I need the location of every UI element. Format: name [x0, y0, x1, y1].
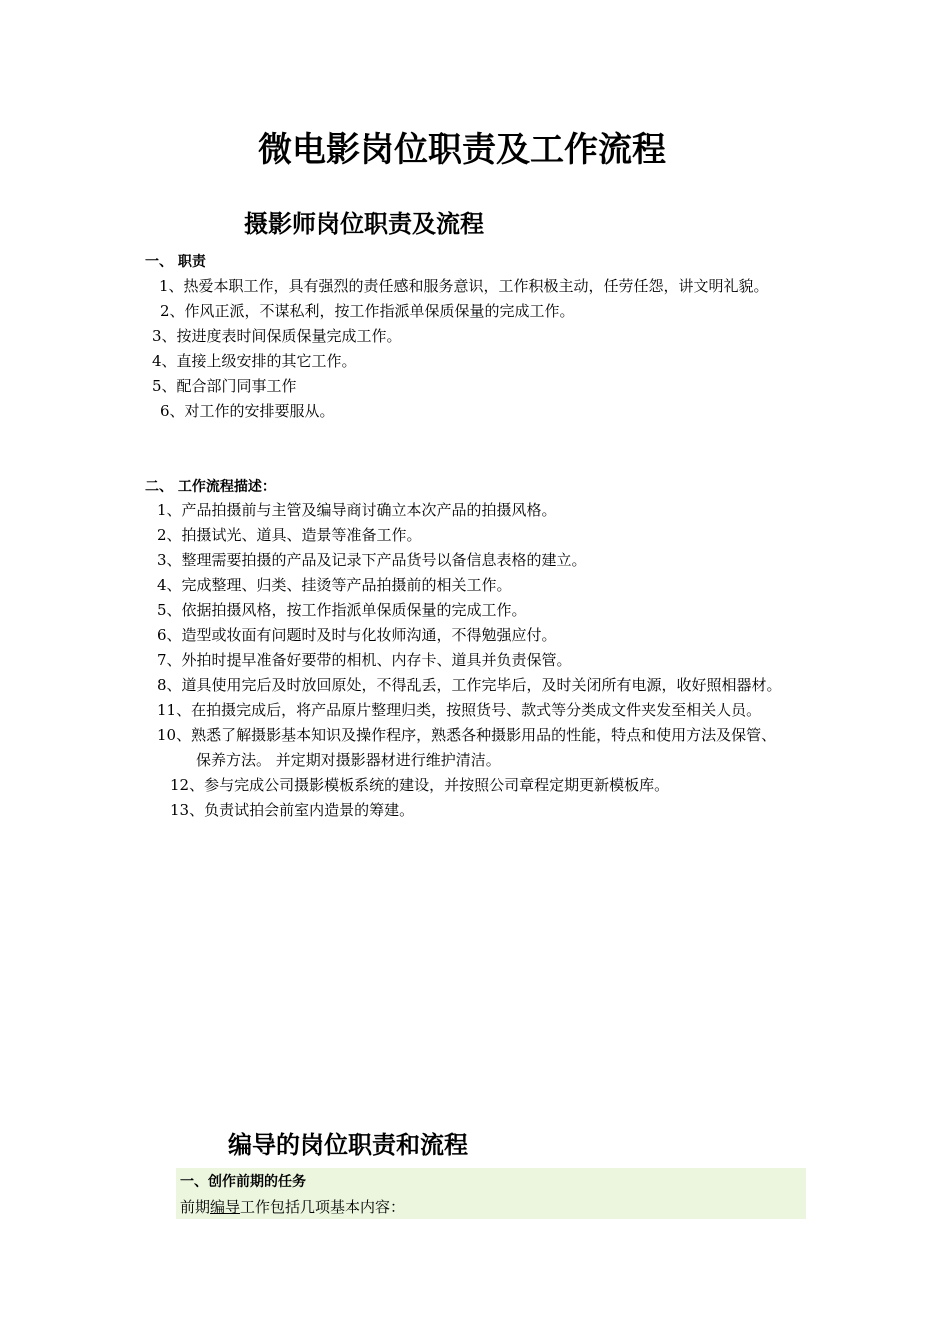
director-section-label: 一、创作前期的任务 — [180, 1174, 306, 1190]
duty-item: 3、按进度表时间保质保量完成工作。 — [152, 327, 402, 345]
document-title: 微电影岗位职责及工作流程 — [258, 130, 666, 170]
duty-item: 6、对工作的安排要服从。 — [160, 402, 335, 420]
workflow-item: 3、整理需要拍摄的产品及记录下产品货号以备信息表格的建立。 — [157, 551, 587, 569]
director-heading: 编导的岗位职责和流程 — [228, 1131, 468, 1159]
workflow-label: 二、 工作流程描述： — [145, 479, 276, 495]
director-intro — [180, 1197, 405, 1217]
workflow-item: 2、拍摄试光、道具、造景等准备工作。 — [157, 526, 422, 544]
duty-item: 2、作风正派，不谋私利，按工作指派单保质保量的完成工作。 — [160, 302, 575, 320]
workflow-item-continuation: 保养方法。 并定期对摄影器材进行维护清洁。 — [196, 751, 501, 769]
workflow-item: 11、在拍摄完成后，将产品原片整理归类，按照货号、款式等分类成文件夹发至相关人员。 — [157, 701, 762, 719]
duty-item: 4、直接上级安排的其它工作。 — [152, 352, 357, 370]
duties-label: 一、 职责 — [145, 254, 206, 270]
workflow-item: 12、参与完成公司摄影模板系统的建设，并按照公司章程定期更新模板库。 — [170, 776, 670, 794]
workflow-item: 5、依据拍摄风格，按工作指派单保质保量的完成工作。 — [157, 601, 527, 619]
workflow-item: 13、负责试拍会前室内造景的筹建。 — [170, 801, 415, 819]
intro-text: 前期 — [180, 1198, 211, 1216]
workflow-item: 4、完成整理、归类、挂烫等产品拍摄前的相关工作。 — [157, 576, 512, 594]
duty-item: 5、配合部门同事工作 — [152, 377, 297, 395]
photographer-heading: 摄影师岗位职责及流程 — [244, 210, 484, 238]
workflow-item: 6、造型或妆面有问题时及时与化妆师沟通，不得勉强应付。 — [157, 626, 557, 644]
workflow-item: 1、产品拍摄前与主管及编导商讨确立本次产品的拍摄风格。 — [157, 501, 557, 519]
workflow-item: 7、外拍时提早准备好要带的相机、内存卡、道具并负责保管。 — [157, 651, 572, 669]
workflow-item: 8、道具使用完后及时放回原处，不得乱丢，工作完毕后，及时关闭所有电源，收好照相器材。 — [157, 676, 782, 694]
duty-item: 1、热爱本职工作，具有强烈的责任感和服务意识，工作积极主动，任劳任怨，讲文明礼貌。 — [159, 277, 769, 295]
workflow-item: 10、熟悉了解摄影基本知识及操作程序，熟悉各种摄影用品的性能，特点和使用方法及保管、 — [157, 726, 777, 744]
intro-text: 工作包括几项基本内容： — [240, 1198, 406, 1216]
director-link[interactable]: 编导 — [210, 1198, 241, 1216]
